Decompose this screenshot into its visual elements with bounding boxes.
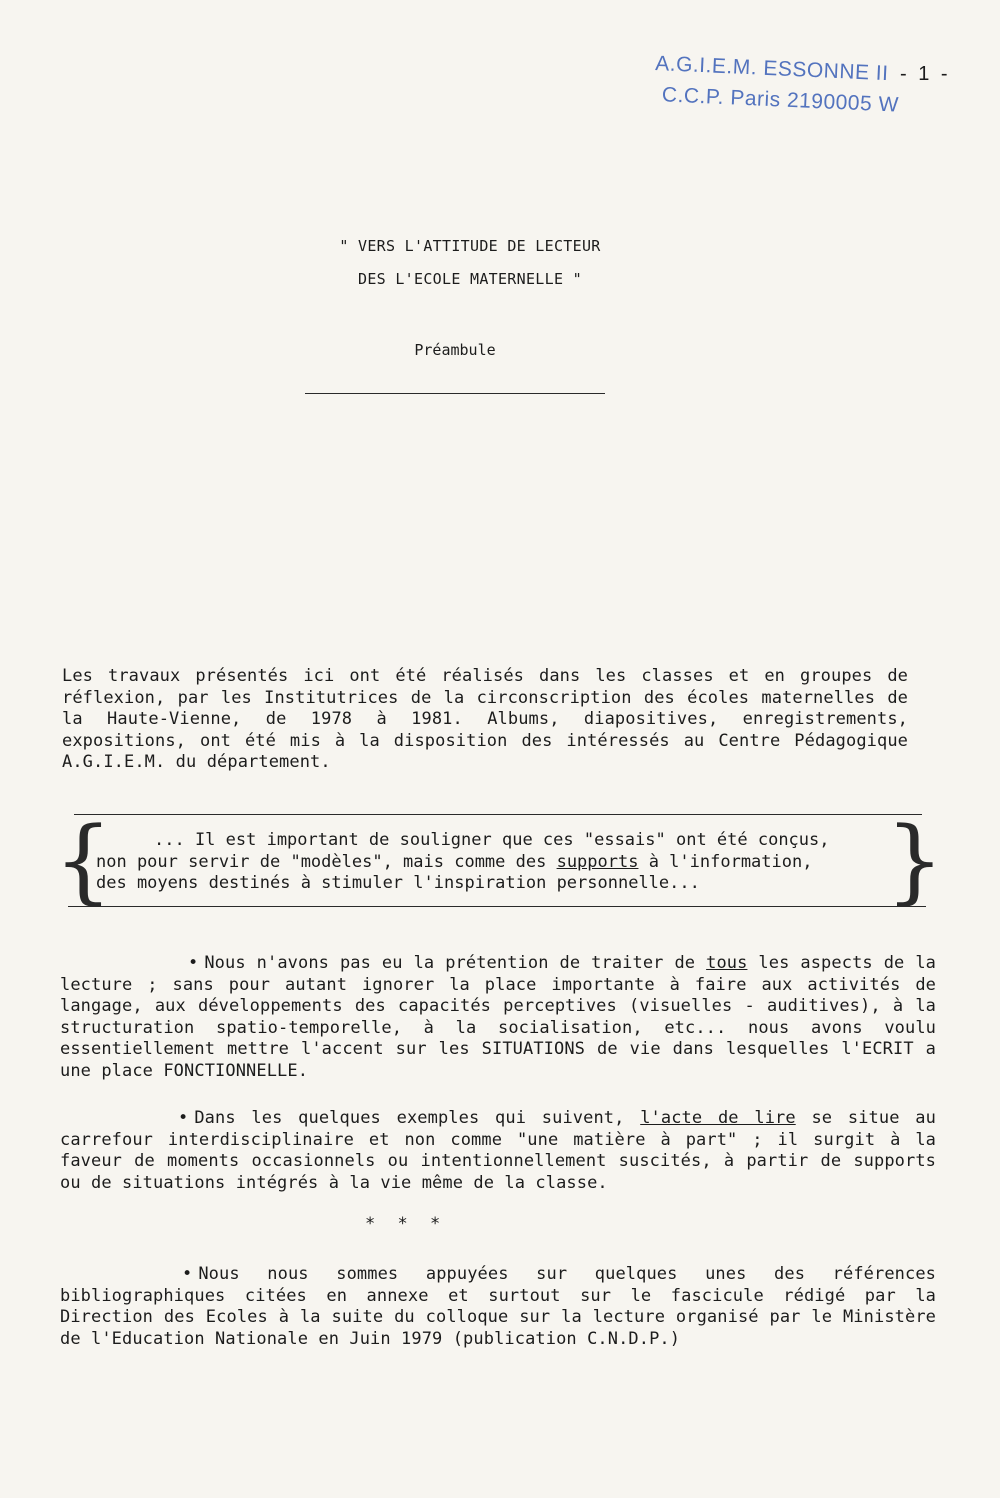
bullet-marker: • xyxy=(188,953,199,973)
page-number: - 1 - xyxy=(900,63,951,85)
reading-act-underlined-phrase: l'acte de lire xyxy=(640,1108,796,1128)
reading-act-paragraph xyxy=(60,1108,936,1194)
right-brace: } xyxy=(885,807,944,914)
references-paragraph xyxy=(60,1264,936,1350)
scope-underlined-word: tous xyxy=(706,953,748,973)
title-line-2: DES L'ECOLE MATERNELLE " xyxy=(358,270,582,288)
scope-paragraph xyxy=(60,953,936,1082)
bullet-marker: • xyxy=(178,1108,189,1128)
bullet-marker: • xyxy=(182,1264,193,1284)
references-text: Nous nous sommes appuyées sur quelques unes des références bibliographiques citées en annexe et surtout sur le fascicule rédigé par la Direction des Ecoles à la suite du colloque sur la lecture organisé par le Ministère de l'Education Nationale en Juin 1979 (publication C.N.D.P.) xyxy=(60,1264,936,1349)
document-title xyxy=(280,230,660,296)
quote-line-2-start: non pour servir de "modèles", mais comme des xyxy=(96,851,557,872)
quote-top-rule xyxy=(74,814,922,815)
quote-line-2 xyxy=(96,852,911,874)
quote-underlined-word: supports xyxy=(556,851,639,872)
section-separator: * * * xyxy=(365,1214,447,1234)
reading-act-text-end: se situe au carrefour interdisciplinaire et non comme "une matière à part" ; il surgit à la faveur de moments occasionnels ou intentionnellement suscités, à partir de supports ou de situations intégrés à la vie même de la classe. xyxy=(60,1108,936,1193)
reading-act-text-start: Dans les quelques exemples qui suivent, xyxy=(194,1108,641,1128)
quote-text xyxy=(96,830,911,895)
title-line-1: " VERS L'ATTITUDE DE LECTEUR xyxy=(339,237,601,255)
scope-text-end: les aspects de la lecture ; sans pour autant ignorer la place importante à faire aux activités de langage, aux développements des capacités perceptives (visuelles - auditives), à la structuration spatio-temporelle, à la socialisation, etc... nous avons voulu essentiellement mettre l'accent sur les SITUATIONS de vie dans lesquelles l'ECRIT a une place FONCTIONNELLE. xyxy=(60,953,937,1081)
intro-paragraph: Les travaux présentés ici ont été réalisés dans les classes et en groupes de réflexion, par les Institutrices de la circonscription des écoles maternelles de la Haute-Vienne, de 1978 à 1981. Albums, diapositives, enregistrements, expositions, ont été mis à la disposition des intéressés au Centre Pédagogique A.G.I.E.M. du département. xyxy=(62,666,908,772)
quote-line-2-end: à l'information, xyxy=(638,851,813,872)
quote-line-1: ... Il est important de souligner que ces "essais" ont été conçus, xyxy=(154,830,830,850)
left-brace: { xyxy=(54,807,113,914)
association-stamp xyxy=(653,48,901,121)
quote-bottom-rule xyxy=(68,906,926,907)
quote-line-3: des moyens destinés à stimuler l'inspiration personnelle... xyxy=(96,873,700,893)
section-heading-preambule: Préambule xyxy=(414,341,496,359)
scope-text-start: Nous n'avons pas eu la prétention de traiter de xyxy=(204,953,707,973)
stamp-line-ccp: C.C.P. Paris 2190005 W xyxy=(661,83,900,117)
stamp-line-association: A.G.I.E.M. ESSONNE II xyxy=(654,51,889,86)
quote-box xyxy=(54,807,944,914)
heading-underline-rule xyxy=(305,393,605,394)
